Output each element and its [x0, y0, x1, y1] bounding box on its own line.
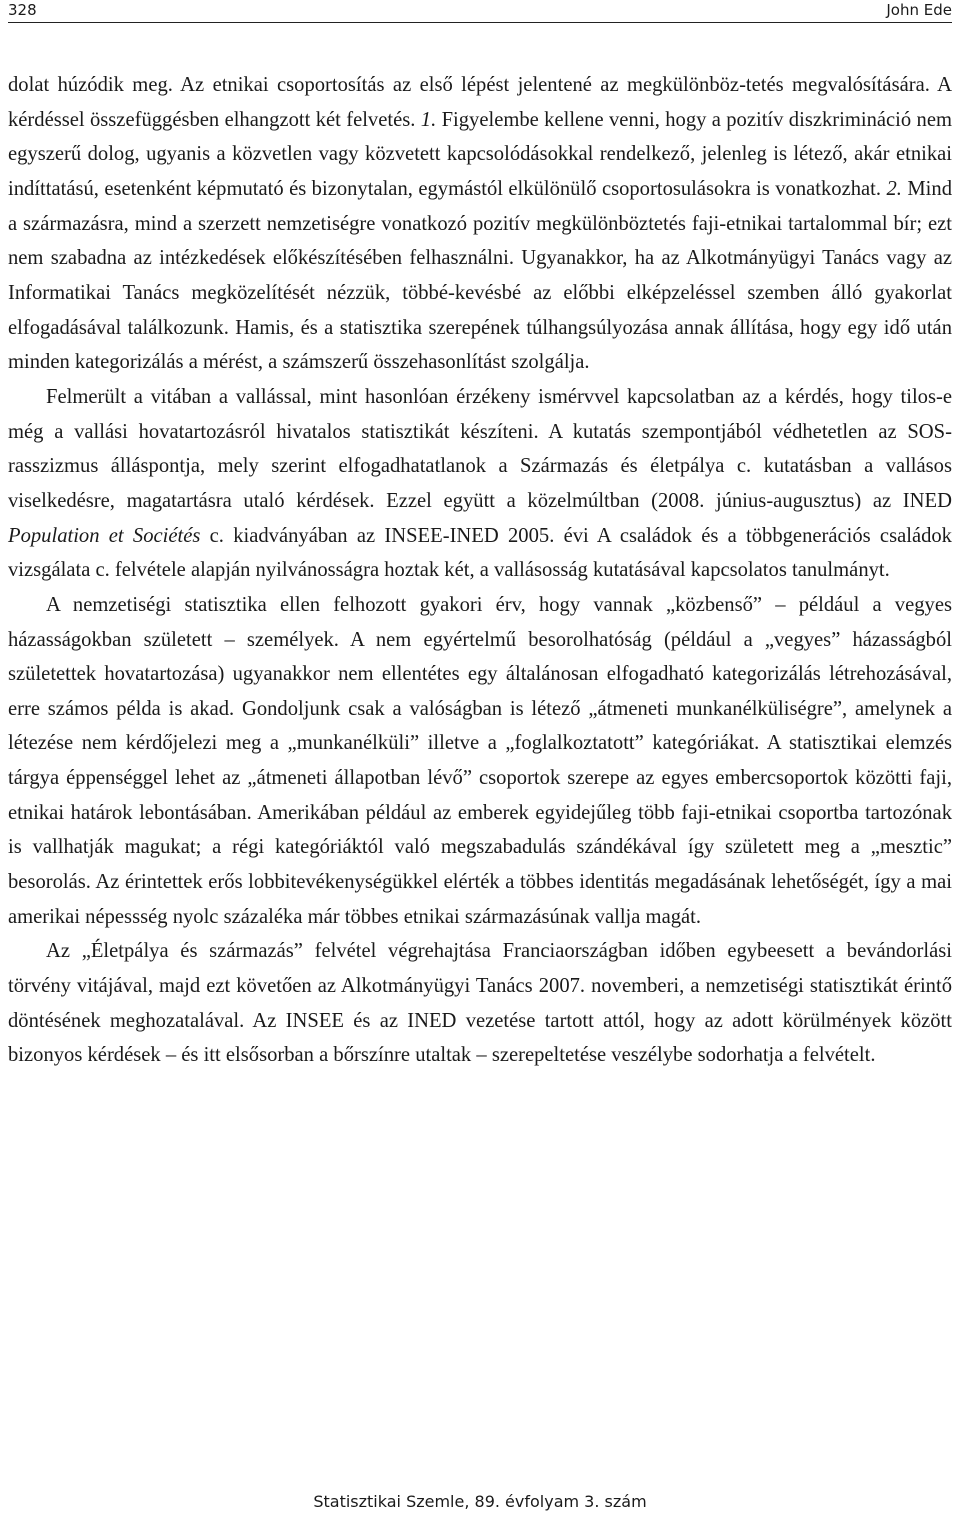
publication-title: Population et Sociétés	[8, 524, 201, 547]
text-segment: Az „Életpálya és származás” felvétel végrehajtása Franciaországban időben egybeesett a bevándorlási törvény vitájával, majd ezt követően az Alkotmányügyi Tanács 2007. novemberi, a nemzetiségi statisztikát érintő döntésének meghozatalával. Az INSEE és az INED vezetése tartott attól, hogy az adott körülmények között bizonyos kérdések – és itt elsősorban a bőrszínre utaltak – szerepeltetése veszélybe sodorhatja a felvételt.	[8, 940, 952, 1067]
text-segment: c. kiadványában az INSEE-INED 2005. évi A családok és a többgenerációs családok vizsgálata c. felvétele alapján nyilvánosságra hoztak két, a vallásosság kutatásával kapcsolatos tanulmányt.	[8, 524, 952, 582]
paragraph	[8, 68, 952, 380]
page-number: 328	[8, 1, 37, 19]
page-footer	[0, 1492, 960, 1511]
paragraph	[8, 588, 952, 935]
page-header	[0, 0, 960, 26]
text-segment: Mind a származásra, mind a szerzett nemzetiségre vonatkozó pozitív megkülönböztetés faji-etnikai tartalommal bír; ezt nem szabadna az intézkedések előkészítésében felhasználni. Ugyanakkor, ha az Alkotmányügyi Tanács vagy az Informatikai Tanács megközelítését nézzük, többé-kevésbé az előbbi elképzeléssel szemben álló gyakorlat elfogadásával találkozunk. Hamis, és a statisztika szerepének túlhangsúlyozása annak állítása, hogy egy idő után minden kategorizálás a mérést, a számszerű összehasonlítást szolgálja.	[8, 177, 952, 374]
running-head-author: John Ede	[886, 1, 952, 19]
journal-citation: Statisztikai Szemle, 89. évfolyam 3. szám	[313, 1492, 647, 1511]
header-rule	[8, 22, 952, 23]
text-segment: dolat húzódik meg. Az etnikai csoportosítás az első lépést jelentené az megkülönböz-tetés megvalósítására. A kérdéssel összefüggésben elhangzott két felvetés.	[8, 74, 952, 131]
text-segment: Figyelembe kellene venni, hogy a pozitív diszkrimináció nem egyszerű dolog, ugyanis a közvetlen vagy közvetett kapcsolódásokkal rendelkező, jelenleg is létező, akár etnikai indíttatású, esetenként képmutató és bizonytalan, egymástól elkülönülő csoportosulásokra is vonatkozhat.	[8, 108, 953, 200]
body-text	[8, 68, 952, 1073]
paragraph	[8, 934, 952, 1073]
text-segment: Felmerült a vitában a vallással, mint hasonlóan érzékeny ismérvvel kapcsolatban az a kérdés, hogy tilos-e még a vallási hovatartozásról hivatalos statisztikát készíteni. A kutatás szempontjából védhetetlen az SOS-rasszizmus álláspontja, mely szerint elfogadhatatlanok a Származás és életpálya c. kutatásban a vallásos viselkedésre, magatartásra utaló kérdések. Ezzel együtt a közelmúltban (2008. június-augusztus) az INED	[8, 385, 952, 512]
enumeration-marker: 2.	[886, 177, 902, 200]
paragraph	[8, 380, 952, 588]
enumeration-marker: 1.	[420, 108, 437, 131]
text-segment: A nemzetiségi statisztika ellen felhozott gyakori érv, hogy vannak „közbenső” – például a vegyes házasságokban született – személyek. A nem egyértelmű besorolhatóság (például a „vegyes” házasságból születettek hovatartozása) ugyanakkor nem ellentétes egy általánosan elfogadható kategorizálás létrehozásával, erre számos példa is akad. Gondoljunk csak a valóságban is létező „átmeneti munkanélküliségre”, amelynek a létezése nem kérdőjelezi meg a „munkanélküli” illetve a „foglalkoztatott” kategóriákat. A statisztikai elemzés tárgya éppenséggel lehet az „átmeneti állapotban lévő” csoportok szerepe az egyes embercsoportok közötti faji, etnikai határok lebontásában. Amerikában például az emberek egyidejűleg több faji-etnikai csoportba tartozónak is vallhatják magukat; a régi kategóriáktól való megszabadulás szándékával így született meg a „mesztic” besorolás. Az érintettek erős lobbitevékenységükkel elérték a többes identitás megadásának lehetőségét, így a mai amerikai népessség nyolc százaléka már többes etnikai származásúnak vallja magát.	[8, 593, 952, 928]
